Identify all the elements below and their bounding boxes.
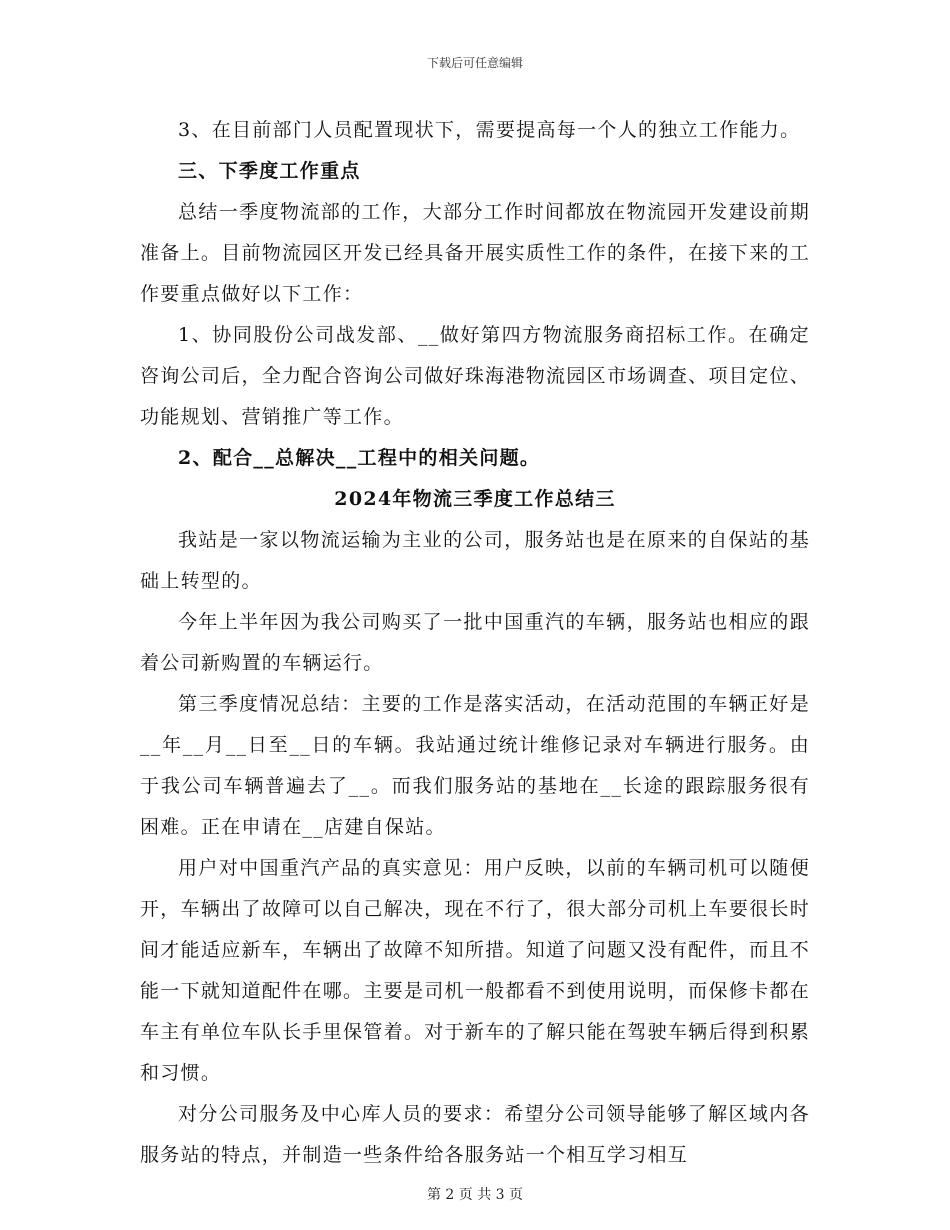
paragraph-task-2: 2、配合__总解决__工程中的相关问题。 <box>178 447 541 469</box>
paragraph-task-1: 1、协同股份公司战发部、__做好第四方物流服务商招标工作。在确定咨询公司后，全力配合咨询公司做好珠海港物流园区市场调查、项目定位、功能规划、营销推广等工作。 <box>140 324 810 428</box>
paragraph-user-feedback: 用户对中国重汽产品的真实意见：用户反映，以前的车辆司机可以随便开，车辆出了故障可以自己解决，现在不行了，很大部分司机上车要很长时间才能适应新车，车辆出了故障不知所措。知道了问题又没有配件，而且不能一下就知道配件在哪。主要是司机一般都看不到使用说明，而保修卡都在车主有单位车队长手里保管着。对于新车的了解只能在驾驶车辆后得到积累和习惯。 <box>140 857 810 1084</box>
paragraph-staff-capability: 3、在目前部门人员配置现状下，需要提高每一个人的独立工作能力。 <box>178 119 801 141</box>
page-footer: 第 2 页 共 3 页 <box>426 1187 524 1203</box>
document-body <box>140 110 810 1176</box>
paragraph-requirements: 对分公司服务及中心库人员的要求：希望分公司领导能够了解区域内各服务站的特点，并制造一些条件给各服务站一个相互学习相互 <box>140 1103 810 1166</box>
paragraph-company-intro: 我站是一家以物流运输为主业的公司，服务站也是在原来的自保站的基础上转型的。 <box>140 529 810 592</box>
section-heading-next-quarter: 三、下季度工作重点 <box>178 160 361 182</box>
paragraph-vehicle-purchase: 今年上半年因为我公司购买了一批中国重汽的车辆，服务站也相应的跟着公司新购置的车辆运行。 <box>140 611 810 674</box>
page-header: 下载后可任意编辑 <box>426 56 523 70</box>
document-title: 2024年物流三季度工作总结三 <box>334 488 616 510</box>
paragraph-q1-summary: 总结一季度物流部的工作，大部分工作时间都放在物流园开发建设前期准备上。目前物流园区开发已经具备开展实质性工作的条件，在接下来的工作要重点做好以下工作： <box>140 201 810 305</box>
paragraph-q3-summary: 第三季度情况总结：主要的工作是落实活动，在活动范围的车辆正好是__年__月__日至__日的车辆。我站通过统计维修记录对车辆进行服务。由于我公司车辆普遍去了__。而我们服务站的基地在__长途的跟踪服务很有困难。正在申请在__店建自保站。 <box>140 693 810 838</box>
